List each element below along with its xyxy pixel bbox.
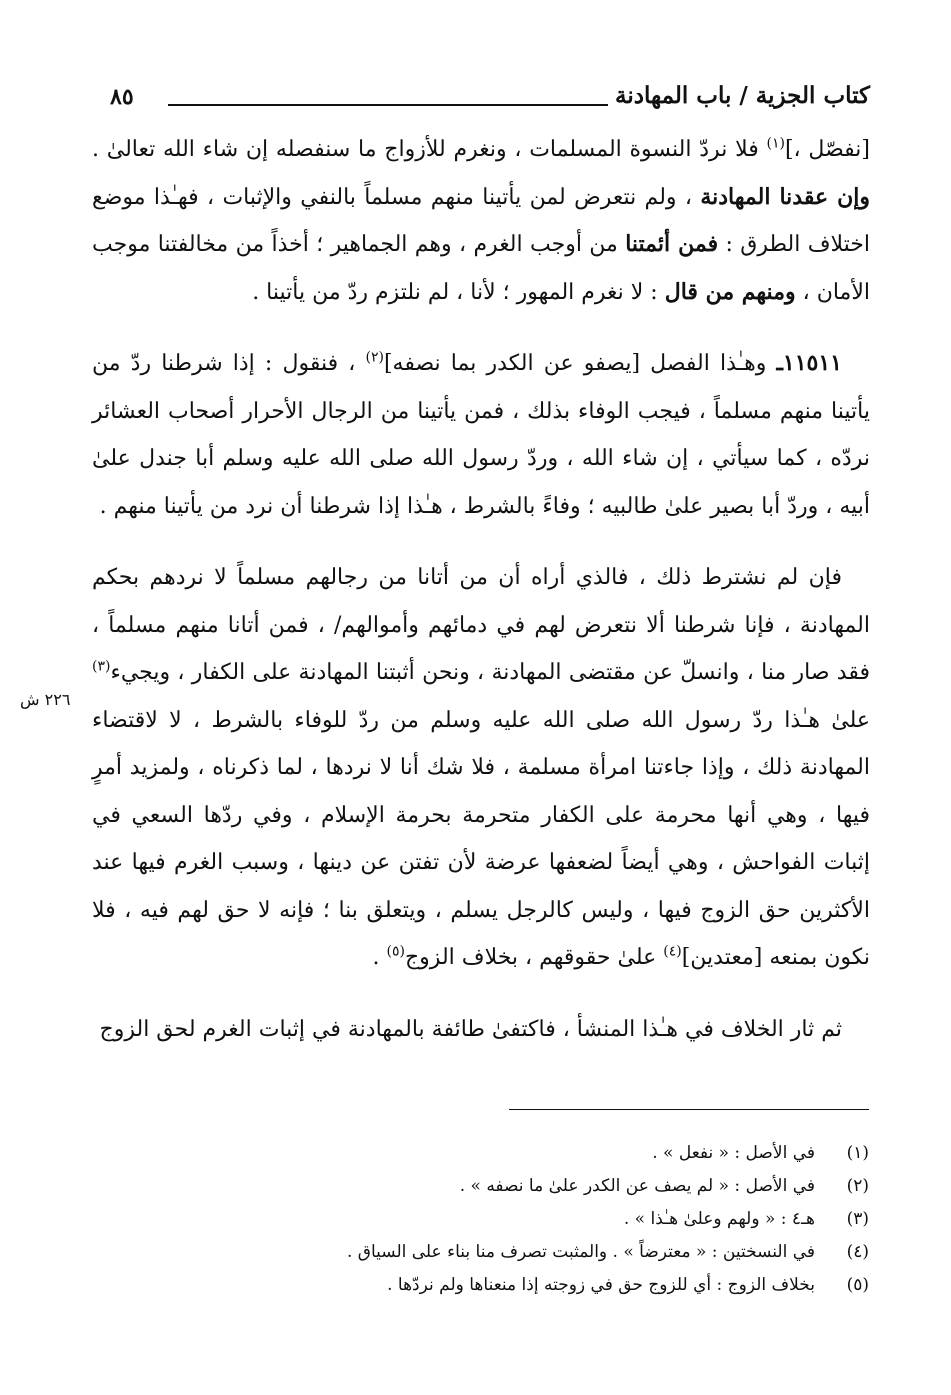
paragraph-4 — [92, 1006, 870, 1054]
footnote-ref-4[interactable]: (٤) — [663, 943, 682, 960]
footnote-separator — [509, 1109, 869, 1110]
footnote-3 — [169, 1203, 869, 1236]
footnote-ref-3[interactable]: (٣) — [92, 658, 111, 675]
footnote-1 — [169, 1137, 869, 1170]
text-run: ، فنقول : إذا شرطنا ردّ من يأتينا منهم مسلماً ، فيجب الوفاء بذلك ، فمن يأتينا من الرجال الأحرار أصحاب العشائر نردّه ، كما سيأتي ، إن شاء الله ، وردّ رسول الله صلى الله عليه وسلم أبا جندل علىٰ أبيه ، وردّ أبا بصير علىٰ طالبيه ؛ وفاءً بالشرط ، هـٰذا إذا شرطنا أن نرد من يأتينا منهم . — [92, 351, 870, 519]
footnote-2 — [169, 1170, 869, 1203]
text-run: علىٰ هـٰذا ردّ رسول الله صلى الله عليه وسلم من ردّ للوفاء بالشرط ، لا لاقتضاء المهادنة ذلك ، وإذا جاءتنا امرأة مسلمة ، فلا شك أنا لا نردها ، لما ذكرناه ، ولمزيد أمرٍ فيها ، وهي أنها محرمة على الكفار متحرمة بحرمة الإسلام ، وفي ردّها السعي في إثبات الفواحش ، وهي أيضاً لضعفها عرضة لأن تفتن عن دينها ، وسبب الغرم فيها عند الأكثرين حق الزوج فيها ، وليس كالرجل يسلم ، ويتعلق بنا ؛ فإنه لا حق لهم فيه ، فلا نكون بمنعه [معتدين] — [92, 707, 870, 970]
text-run: : لا نغرم المهور ؛ لأنا ، لم نلتزم ردّ من يأتينا . — [252, 279, 665, 305]
text-run: علىٰ حقوقهم ، بخلاف الزوج — [404, 945, 664, 970]
footnote-ref-1[interactable]: (١) — [766, 135, 785, 152]
page-number: ٨٥ — [110, 84, 134, 110]
footnote-text: هـ٤ : « ولهم وعلىٰ هـٰذا » . — [623, 1209, 815, 1229]
paragraph-3 — [92, 554, 870, 982]
paragraph-gap — [92, 530, 870, 554]
footnotes — [169, 1137, 869, 1302]
footnote-text: في النسختين : « معترضاً » . والمثبت تصرف منا بناء على السياق . — [346, 1242, 815, 1262]
bold-phrase: فمن أئمتنا — [625, 231, 719, 257]
bold-phrase: ومنهم من قال — [664, 278, 796, 305]
footnote-number: (٤) — [846, 1242, 869, 1262]
text-run: . — [372, 945, 387, 970]
footnote-number: (٣) — [846, 1209, 869, 1229]
footnote-5 — [169, 1269, 869, 1302]
paragraph-1 — [92, 126, 870, 316]
text-run: من أوجب الغرم ، وهم الجماهير ؛ أخذاً من مخالفتنا موجب الأمان ، — [92, 232, 870, 305]
running-head: كتاب الجزية / باب المهادنة — [615, 82, 870, 109]
main-text — [92, 126, 870, 1053]
text-run: ، ولم نتعرض لمن يأتينا منهم مسلماً بالنفي والإثبات ، فهـٰذا موضع اختلاف الطرق : — [92, 184, 870, 257]
text-run: فإن لم نشترط ذلك ، فالذي أراه أن من أتانا من رجالهم مسلماً لا نردهم بحكم المهادنة ، فإنا شرطنا ألا نتعرض لهم في دمائهم وأموالهم/ ، فمن أتانا منهم مسلماً ، فقد صار منا ، وانسلّ عن مقتضى المهادنة ، ونحن أثبتنا المهادنة على الكفار ، ويجيء — [92, 565, 870, 685]
bold-phrase: وإن عقدنا المهادنة — [700, 183, 870, 210]
paragraph-gap — [92, 982, 870, 1006]
footnote-text: في الأصل : « لم يصف عن الكدر علىٰ ما نصفه » . — [459, 1176, 815, 1196]
paragraph-gap — [92, 316, 870, 340]
text-run: [نفصّل ،] — [784, 137, 870, 162]
paragraph-2 — [92, 340, 870, 530]
footnote-ref-2[interactable]: (٢) — [365, 349, 384, 366]
footnote-number: (٥) — [846, 1275, 869, 1295]
footnote-number: (٢) — [846, 1176, 869, 1196]
header-rule — [168, 104, 608, 106]
footnote-text: بخلاف الزوج : أي للزوج حق في زوجته إذا منعناها ولم نردّها . — [387, 1275, 815, 1295]
footnote-text: في الأصل : « نفعل » . — [652, 1143, 815, 1163]
footnote-number: (١) — [846, 1143, 869, 1163]
text-run: ثم ثار الخلاف في هـٰذا المنشأ ، فاكتفىٰ طائفة بالمهادنة في إثبات الغرم لحق الزوج — [99, 1016, 842, 1042]
section-number: ١١٥١١ـ — [776, 350, 842, 376]
footnote-ref-5[interactable]: (٥) — [386, 943, 405, 960]
text-run: وهـٰذا الفصل [يصفو عن الكدر بما نصفه] — [383, 351, 777, 376]
margin-folio-note: ٢٢٦ ش — [20, 690, 71, 709]
page-header — [110, 82, 870, 122]
text-run: فلا نردّ النسوة المسلمات ، ونغرم للأزواج ما سنفصله إن شاء الله تعالىٰ . — [92, 137, 767, 162]
footnote-4 — [169, 1236, 869, 1269]
